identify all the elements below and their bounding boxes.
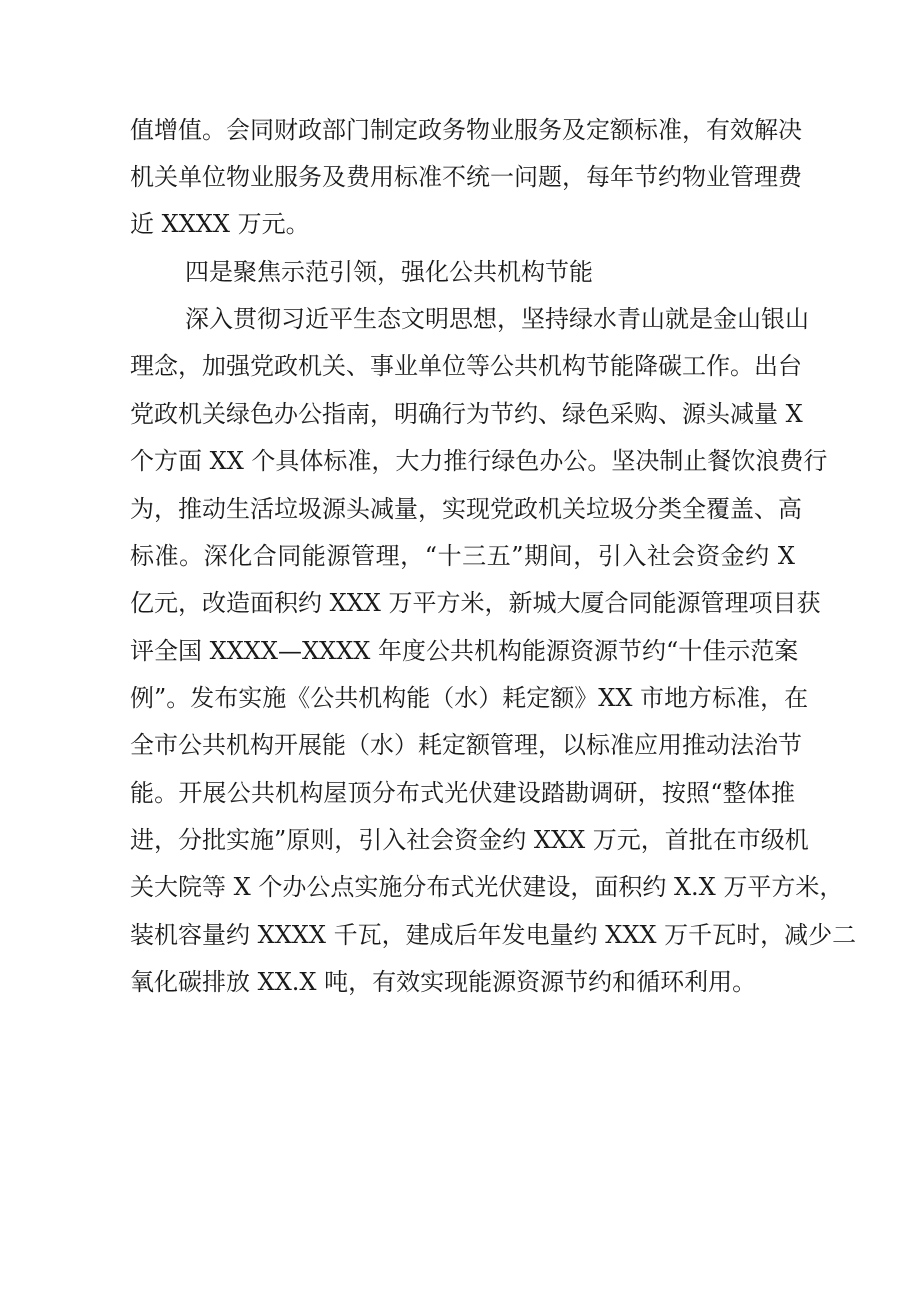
text-line: 能。开展公共机构屋顶分布式光伏建设踏勘调研，按照“整体推	[130, 779, 795, 807]
text-line: 党政机关绿色办公指南，明确行为节约、绿色采购、源头减量 X	[130, 400, 803, 428]
text-line: 个方面 XX 个具体标准，大力推行绿色办公。坚决制止餐饮浪费行	[130, 447, 828, 475]
text-line: 标准。深化合同能源管理，“十三五”期间，引入社会资金约 X	[130, 542, 795, 570]
text-line: 氧化碳排放 XX.X 吨，有效实现能源资源节约和循环利用。	[130, 968, 757, 996]
text-line: 评全国 XXXX—XXXX 年度公共机构能源资源节约“十佳示范案	[130, 637, 799, 665]
text-line: 深入贯彻习近平生态文明思想，坚持绿水青山就是金山银山	[185, 305, 809, 333]
text-line: 值增值。会同财政部门制定政务物业服务及定额标准，有效解决	[130, 116, 802, 144]
text-line: 机关单位物业服务及费用标准不统一问题，每年节约物业管理费	[130, 163, 802, 191]
text-line: 为，推动生活垃圾源头减量，实现党政机关垃圾分类全覆盖、高	[130, 495, 802, 523]
text-line: 全市公共机构开展能（水）耗定额管理，以标准应用推动法治节	[130, 731, 802, 759]
text-line: 例”。发布实施《公共机构能（水）耗定额》XX 市地方标准，在	[130, 684, 809, 712]
text-line: 近 XXXX 万元。	[130, 210, 310, 238]
text-line: 装机容量约 XXXX 千瓦，建成后年发电量约 XXX 万千瓦时，减少二	[130, 921, 857, 949]
text-line: 理念，加强党政机关、事业单位等公共机构节能降碳工作。出台	[130, 352, 802, 380]
text-line: 亿元，改造面积约 XXX 万平方米，新城大厦合同能源管理项目获	[130, 589, 821, 617]
text-line: 进，分批实施”原则，引入社会资金约 XXX 万元，首批在市级机	[130, 826, 809, 854]
section-heading: 四是聚焦示范引领，强化公共机构节能	[185, 258, 593, 286]
text-line: 关大院等 X 个办公点实施分布式光伏建设，面积约 X.X 万平方米，	[130, 873, 844, 901]
